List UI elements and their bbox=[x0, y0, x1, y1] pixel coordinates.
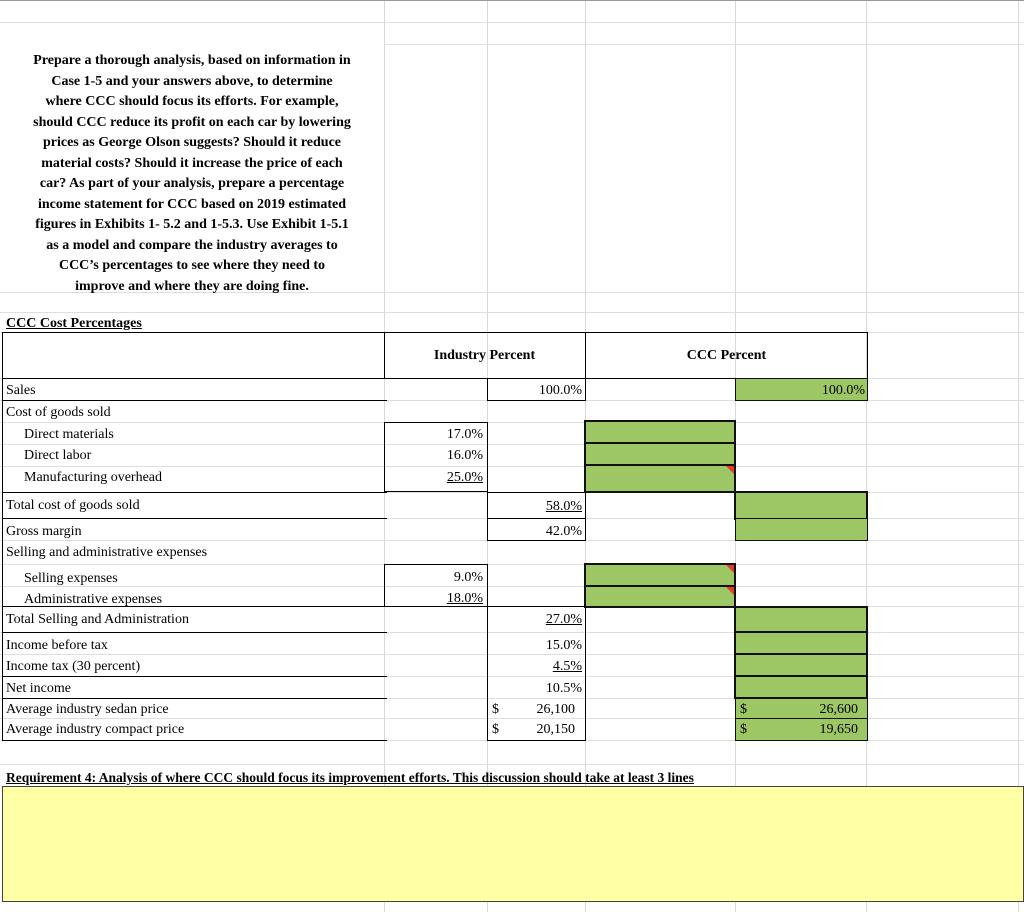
ccc-gross-margin-cell[interactable] bbox=[735, 518, 868, 541]
header-industry-percent: Industry Percent bbox=[433, 348, 536, 363]
industry-manufacturing-overhead[interactable]: 25.0% bbox=[446, 470, 483, 485]
industry-administrative-expenses[interactable]: 18.0% bbox=[446, 591, 483, 606]
prompt-cell[interactable] bbox=[0, 44, 384, 292]
ccc-selling-expenses-input[interactable] bbox=[584, 563, 736, 587]
comment-indicator-icon bbox=[726, 466, 734, 474]
ccc-sedan-price-value: 26,600 bbox=[819, 702, 858, 717]
label-gross-margin: Gross margin bbox=[6, 524, 82, 539]
industry-total-sga-value[interactable]: 27.0% bbox=[545, 612, 582, 627]
comment-indicator-icon bbox=[726, 587, 734, 595]
label-total-sga: Total Selling and Administration bbox=[6, 612, 189, 627]
ccc-compact-price-value: 19,650 bbox=[819, 722, 858, 737]
prompt-text: Prepare a thorough analysis, based on information in Case 1-5 and your answers above, to determine where CCC should focus its efforts. For example, should CCC reduce its profit on each car by lowering prices as George Olson suggests? Should it reduce material costs? Should it increase the price of each car? As part of your analysis, prepare a percentage income statement for CCC based on 2019 estimated figures in Exhibits 1- 5.2 and 1-5.3. Use Exhibit 1-5.1 as a model and compare the industry averages to CCC’s percentages to see where they need to improve and where they are doing fine. bbox=[33, 53, 351, 294]
industry-sedan-currency: $ bbox=[492, 702, 499, 717]
industry-gross-margin-value: 42.0% bbox=[545, 524, 582, 539]
label-direct-labor: Direct labor bbox=[24, 448, 92, 463]
label-income-before-tax: Income before tax bbox=[6, 638, 108, 653]
label-selling-expenses: Selling expenses bbox=[24, 571, 118, 586]
ccc-income-before-tax-input[interactable] bbox=[734, 631, 868, 655]
section-title: CCC Cost Percentages bbox=[6, 316, 142, 331]
label-sedan-price: Average industry sedan price bbox=[6, 702, 169, 717]
label-rule-2 bbox=[2, 492, 387, 493]
label-rule-5 bbox=[2, 632, 387, 633]
industry-net-income-value[interactable]: 10.5% bbox=[545, 681, 582, 696]
ccc-total-cogs-input[interactable] bbox=[734, 491, 868, 520]
header-ccc-percent: CCC Percent bbox=[686, 348, 767, 363]
ccc-net-income-input[interactable] bbox=[734, 675, 868, 699]
label-net-income: Net income bbox=[6, 681, 71, 696]
industry-direct-materials[interactable]: 17.0% bbox=[446, 427, 483, 442]
label-rule-1 bbox=[2, 400, 387, 401]
label-total-cogs: Total cost of goods sold bbox=[6, 498, 140, 513]
label-rule-6 bbox=[2, 676, 387, 677]
label-administrative-expenses: Administrative expenses bbox=[24, 592, 163, 607]
label-sales: Sales bbox=[6, 383, 36, 398]
industry-total-cogs-value: 58.0% bbox=[545, 499, 582, 514]
label-manufacturing-overhead: Manufacturing overhead bbox=[24, 470, 162, 485]
ccc-total-sga-input[interactable] bbox=[734, 606, 868, 633]
industry-sedan-price-value[interactable]: 26,100 bbox=[536, 702, 575, 717]
ccc-compact-currency: $ bbox=[740, 722, 747, 737]
label-rule-8 bbox=[2, 740, 387, 741]
ccc-manufacturing-overhead-input[interactable] bbox=[584, 464, 736, 493]
ccc-direct-materials-input[interactable] bbox=[584, 420, 736, 444]
industry-compact-price-value[interactable]: 20,150 bbox=[536, 722, 575, 737]
ccc-administrative-expenses-input[interactable] bbox=[584, 585, 736, 608]
ccc-direct-labor-input[interactable] bbox=[584, 442, 736, 466]
ccc-sedan-currency: $ bbox=[740, 702, 747, 717]
industry-compact-currency: $ bbox=[492, 722, 499, 737]
label-income-tax: Income tax (30 percent) bbox=[6, 659, 141, 674]
answer-box[interactable] bbox=[2, 786, 1024, 902]
industry-sales-value: 100.0% bbox=[538, 383, 582, 398]
label-compact-price: Average industry compact price bbox=[6, 722, 185, 737]
industry-direct-labor[interactable]: 16.0% bbox=[446, 448, 483, 463]
label-direct-materials: Direct materials bbox=[24, 427, 114, 442]
comment-indicator-icon bbox=[726, 565, 734, 573]
industry-income-tax-value[interactable]: 4.5% bbox=[552, 659, 582, 674]
ccc-sales-value: 100.0% bbox=[821, 383, 865, 398]
label-sga: Selling and administrative expenses bbox=[6, 545, 208, 560]
label-rule-7 bbox=[2, 698, 387, 699]
requirement-title: Requirement 4: Analysis of where CCC should focus its improvement efforts. This discussion should take at least 3 lines bbox=[6, 770, 694, 785]
label-cogs: Cost of goods sold bbox=[6, 405, 111, 420]
label-rule-4 bbox=[2, 606, 387, 607]
industry-income-before-tax-value[interactable]: 15.0% bbox=[545, 638, 582, 653]
label-rule-3 bbox=[2, 518, 387, 519]
table-frame bbox=[2, 332, 3, 740]
ccc-income-tax-input[interactable] bbox=[734, 653, 868, 677]
industry-selling-expenses[interactable]: 9.0% bbox=[453, 570, 483, 585]
